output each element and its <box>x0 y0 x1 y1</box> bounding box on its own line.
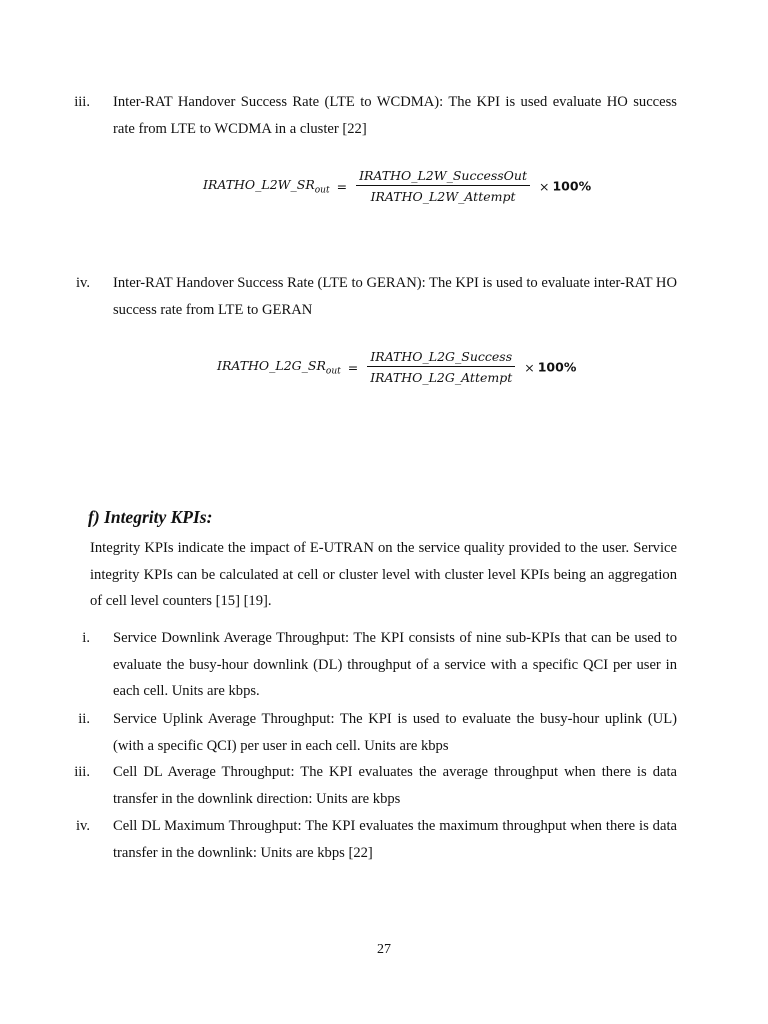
list-item-text: Inter-RAT Handover Success Rate (LTE to WCDMA): The KPI is used evaluate HO success rate from LTE to WCDMA in a cluster [22] <box>113 94 677 137</box>
list-item-text: Inter-RAT Handover Success Rate (LTE to GERAN): The KPI is used to evaluate inter-RAT HO success rate from LTE to GERAN <box>113 275 677 318</box>
percent-value: 100% <box>552 178 592 194</box>
equation-lhs: $IRATHO\_L2W\_SR_{out}$ <box>203 176 330 196</box>
page-number: 27 <box>377 942 391 957</box>
denominator: IRATHO_L2W_Attempt <box>370 189 516 204</box>
list-item-text: Service Uplink Average Throughput: The KPI is used to evaluate the busy-hour uplink (UL) (with a specific QCI) per user in each cell. Units are kbps <box>113 711 677 754</box>
fraction <box>356 168 530 204</box>
list-number: ii. <box>78 711 90 727</box>
list-item-text: Service Downlink Average Throughput: The KPI consists of nine sub-KPIs that can be used to evaluate the busy-hour downlink (DL) throughput of a service with a specific QCI per user in each cell. Units are kbps. <box>113 630 677 699</box>
list-number: iii. <box>74 94 90 110</box>
equation-lhs: $IRATHO\_L2G\_SR_{out}$ <box>217 357 341 377</box>
section-intro-paragraph: Integrity KPIs indicate the impact of E-UTRAN on the service quality provided to the user. Service integrity KPIs can be calculated at cell or cluster level with cluster level KPIs being an aggregation of cell level counters [15] [19]. <box>90 540 677 609</box>
equals-sign: = <box>347 359 359 375</box>
list-number: i. <box>82 630 90 646</box>
equation-irat-l2g <box>217 349 576 385</box>
list-number: iv. <box>75 275 90 291</box>
denominator: IRATHO_L2G_Attempt <box>370 370 513 385</box>
times-sign: × <box>524 359 535 375</box>
numerator: IRATHO_L2W_SuccessOut <box>356 168 530 186</box>
list-item-text: Cell DL Maximum Throughput: The KPI evaluates the maximum throughput when there is data transfer in the downlink: Units are kbps [22] <box>113 818 677 861</box>
list-item-text: Cell DL Average Throughput: The KPI evaluates the average throughput when there is data transfer in the downlink direction: Units are kbps <box>113 764 677 807</box>
percent-value: 100% <box>537 359 577 375</box>
times-sign: × <box>539 178 550 194</box>
fraction <box>367 349 515 385</box>
list-number: iii. <box>74 764 90 780</box>
numerator: IRATHO_L2G_Success <box>367 349 515 367</box>
list-number: iv. <box>75 818 90 834</box>
equation-irat-l2w <box>203 168 591 204</box>
section-heading: f) Integrity KPIs: <box>88 507 213 527</box>
equals-sign: = <box>336 178 348 194</box>
